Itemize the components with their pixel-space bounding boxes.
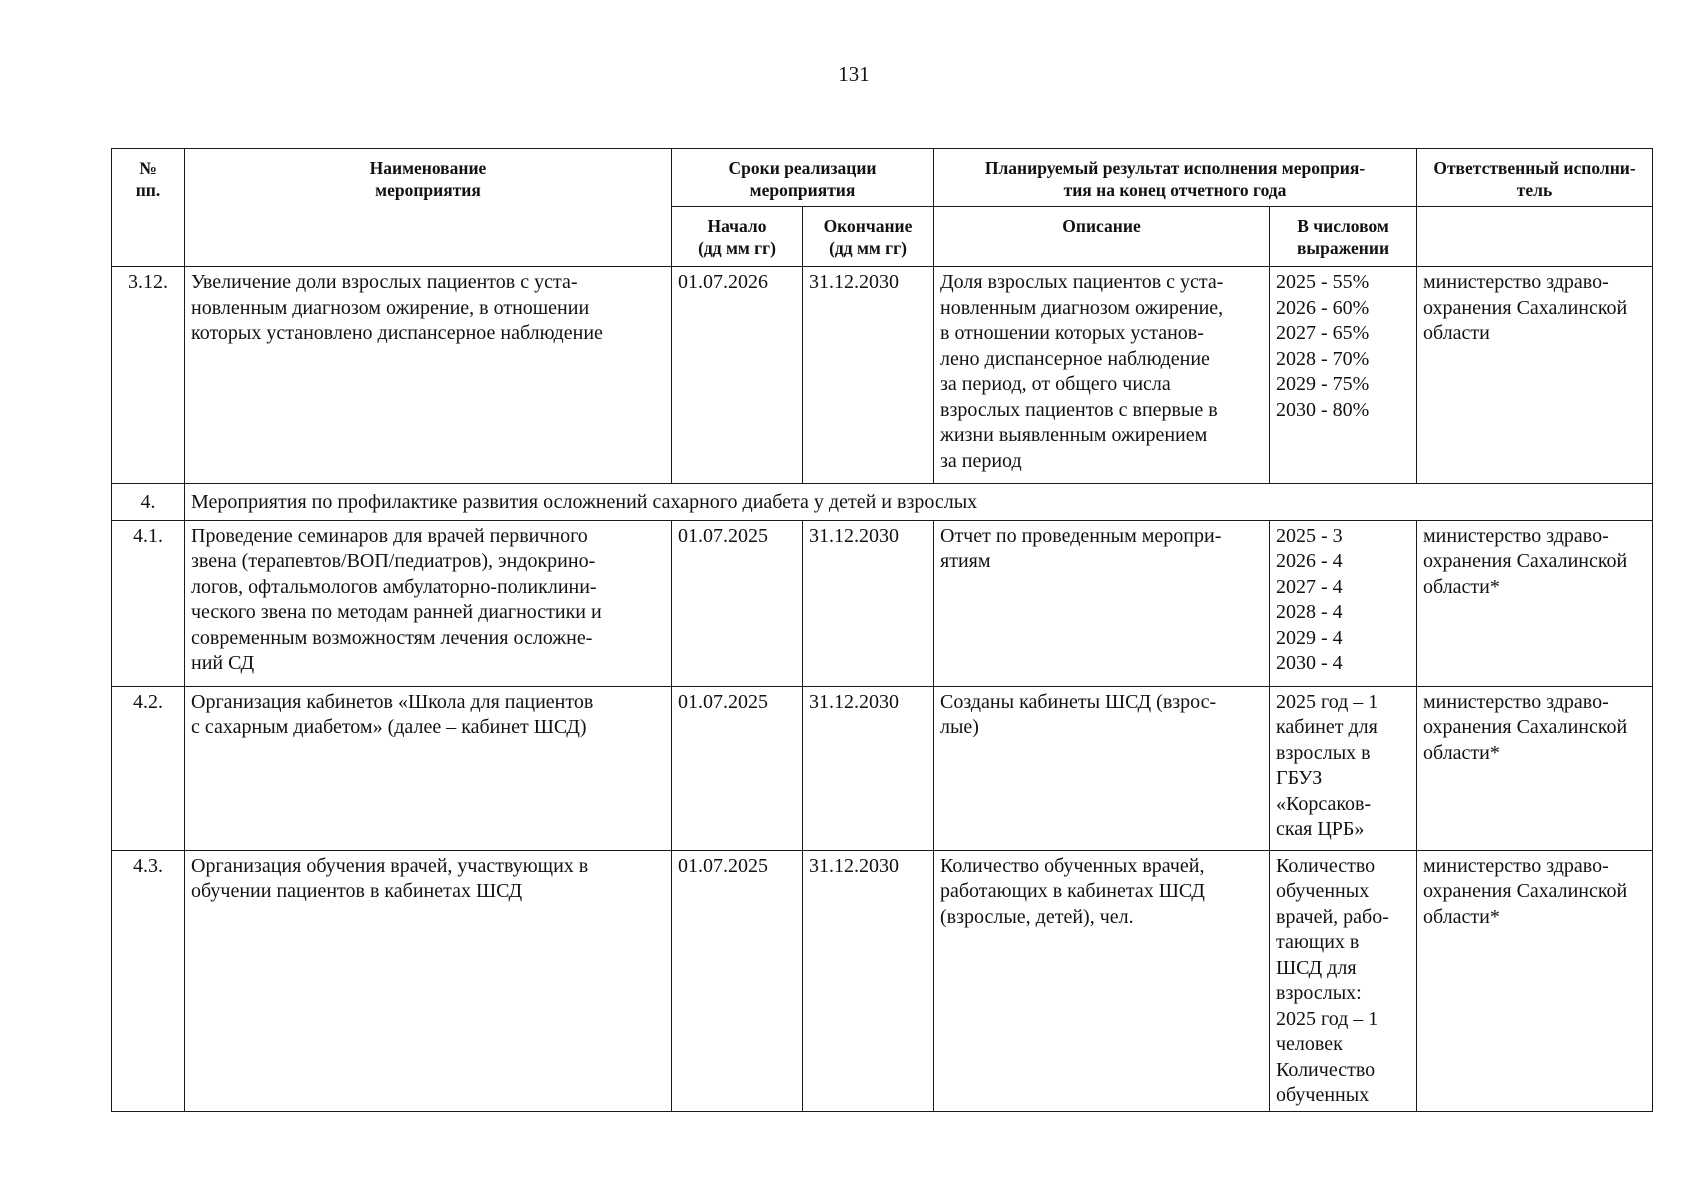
end-date: 31.12.2030 (803, 520, 934, 686)
end-date: 31.12.2030 (803, 686, 934, 850)
section-title: Мероприятия по профилактике развития осложнений сахарного диабета у детей и взрослых (185, 484, 1653, 521)
table-row (112, 686, 1653, 850)
header-terms: Сроки реализации мероприятия (672, 149, 934, 207)
row-number: 4.3. (112, 850, 185, 1111)
table-row (112, 850, 1653, 1111)
table-row (112, 520, 1653, 686)
header-description: Описание (934, 207, 1270, 267)
header-numeric: В числовом выражении (1270, 207, 1417, 267)
start-date: 01.07.2025 (672, 686, 803, 850)
end-date: 31.12.2030 (803, 267, 934, 484)
end-date: 31.12.2030 (803, 850, 934, 1111)
start-date: 01.07.2026 (672, 267, 803, 484)
activity-name: Проведение семинаров для врачей первичного звена (терапевтов/ВОП/педиатров), эндокрино- логов, офтальмологов амбулаторно-поликлини- ческого звена по методам ранней диагностики и современным возможностям лечения осложне- ний СД (185, 520, 672, 686)
responsible: министерство здраво- охранения Сахалинской области (1417, 267, 1653, 484)
responsible: министерство здраво- охранения Сахалинской области* (1417, 686, 1653, 850)
header-responsible: Ответственный исполни- тель (1417, 149, 1653, 207)
result-numeric: Количество обученных врачей, рабо- тающих в ШСД для взрослых: 2025 год – 1 человек Количество обученных (1270, 850, 1417, 1111)
result-description: Отчет по проведенным меропри- ятиям (934, 520, 1270, 686)
responsible: министерство здраво- охранения Сахалинской области* (1417, 850, 1653, 1111)
result-description: Созданы кабинеты ШСД (взрос- лые) (934, 686, 1270, 850)
page-number: 131 (838, 62, 870, 86)
activity-name: Увеличение доли взрослых пациентов с уста- новленным диагнозом ожирение, в отношении которых установлено диспансерное наблюдение (185, 267, 672, 484)
result-numeric: 2025 - 3 2026 - 4 2027 - 4 2028 - 4 2029 - 4 2030 - 4 (1270, 520, 1417, 686)
result-description: Доля взрослых пациентов с уста- новленным диагнозом ожирение, в отношении которых установ- лено диспансерное наблюдение за период, от общего числа взрослых пациентов с впервые в жизни выявленным ожирением за период (934, 267, 1270, 484)
header-num: № пп. (112, 149, 185, 267)
activities-table (111, 148, 1653, 1112)
header-responsible-blank (1417, 207, 1653, 267)
start-date: 01.07.2025 (672, 520, 803, 686)
section-number: 4. (112, 484, 185, 521)
row-number: 4.2. (112, 686, 185, 850)
header-name: Наименование мероприятия (185, 149, 672, 267)
activity-name: Организация кабинетов «Школа для пациентов с сахарным диабетом» (далее – кабинет ШСД) (185, 686, 672, 850)
table-row (112, 267, 1653, 484)
result-description: Количество обученных врачей, работающих в кабинетах ШСД (взрослые, детей), чел. (934, 850, 1270, 1111)
section-row (112, 484, 1653, 521)
header-row-top (112, 149, 1653, 207)
header-end: Окончание (дд мм гг) (803, 207, 934, 267)
row-number: 3.12. (112, 267, 185, 484)
row-number: 4.1. (112, 520, 185, 686)
header-start: Начало (дд мм гг) (672, 207, 803, 267)
result-numeric: 2025 год – 1 кабинет для взрослых в ГБУЗ «Корсаков- ская ЦРБ» (1270, 686, 1417, 850)
start-date: 01.07.2025 (672, 850, 803, 1111)
activity-name: Организация обучения врачей, участвующих в обучении пациентов в кабинетах ШСД (185, 850, 672, 1111)
result-numeric: 2025 - 55% 2026 - 60% 2027 - 65% 2028 - 70% 2029 - 75% 2030 - 80% (1270, 267, 1417, 484)
header-result: Планируемый результат исполнения мероприя- тия на конец отчетного года (934, 149, 1417, 207)
responsible: министерство здраво- охранения Сахалинской области* (1417, 520, 1653, 686)
